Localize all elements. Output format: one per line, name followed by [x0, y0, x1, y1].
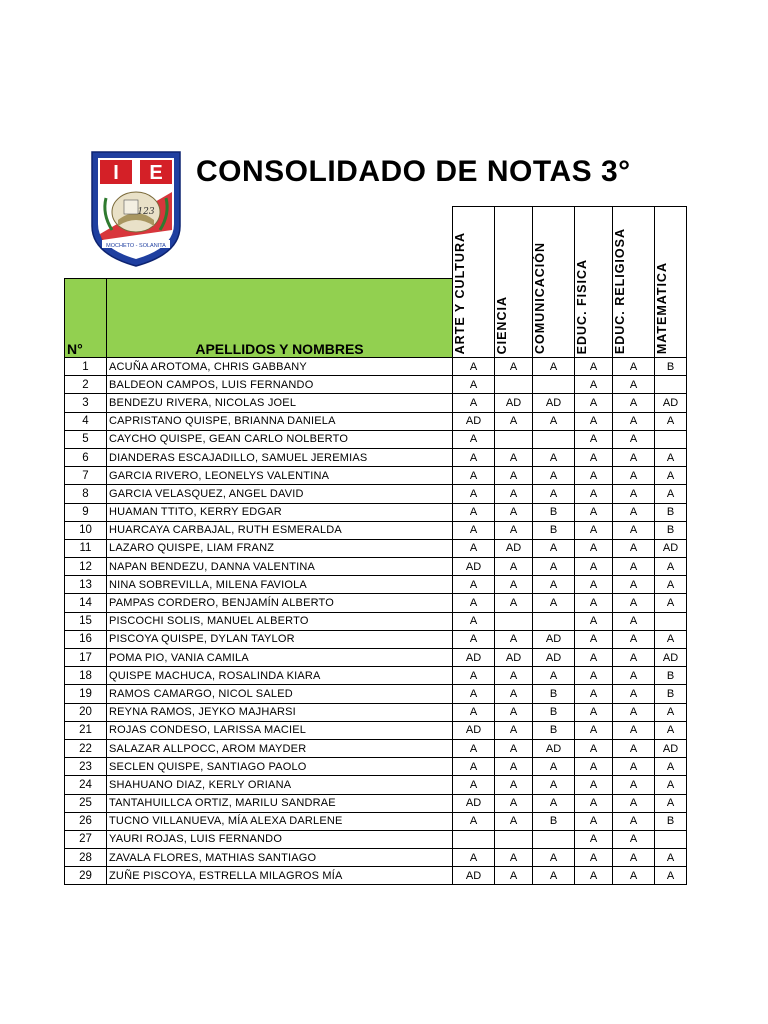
grade-cell: [533, 430, 575, 448]
student-name: GARCIA RIVERO, LEONELYS VALENTINA: [107, 467, 453, 485]
student-number: 28: [65, 849, 107, 867]
grade-cell: A: [613, 830, 655, 848]
table-row: [65, 612, 687, 630]
subject-header-educ-fisica: [575, 207, 613, 358]
grade-cell: A: [575, 558, 613, 576]
grade-cell: A: [613, 630, 655, 648]
grade-cell: A: [495, 412, 533, 430]
grade-cell: AD: [655, 539, 687, 557]
table-row: [65, 721, 687, 739]
grade-cell: A: [453, 630, 495, 648]
table-row: [65, 849, 687, 867]
grade-cell: A: [453, 448, 495, 466]
grade-cell: A: [533, 558, 575, 576]
grade-cell: A: [655, 630, 687, 648]
grade-cell: A: [453, 576, 495, 594]
grade-cell: A: [575, 430, 613, 448]
grade-cell: AD: [453, 412, 495, 430]
grade-cell: A: [575, 630, 613, 648]
student-name: PISCOYA QUISPE, DYLAN TAYLOR: [107, 630, 453, 648]
student-name: ZUÑE PISCOYA, ESTRELLA MILAGROS MÍA: [107, 867, 453, 885]
student-name: DIANDERAS ESCAJADILLO, SAMUEL JEREMIAS: [107, 448, 453, 466]
student-number: 26: [65, 812, 107, 830]
grade-cell: A: [533, 358, 575, 376]
grade-cell: A: [495, 558, 533, 576]
grade-cell: AD: [495, 539, 533, 557]
student-name: HUAMAN TTITO, KERRY EDGAR: [107, 503, 453, 521]
student-name: BENDEZU RIVERA, NICOLAS JOEL: [107, 394, 453, 412]
grade-cell: A: [613, 521, 655, 539]
grade-cell: A: [453, 394, 495, 412]
subject-label: EDUC. FISICA: [575, 258, 589, 354]
student-number: 8: [65, 485, 107, 503]
grade-cell: A: [453, 594, 495, 612]
grade-cell: [495, 376, 533, 394]
student-name: REYNA RAMOS, JEYKO MAJHARSI: [107, 703, 453, 721]
grade-cell: A: [453, 758, 495, 776]
grade-cell: AD: [453, 649, 495, 667]
grade-cell: A: [575, 412, 613, 430]
grade-cell: B: [655, 812, 687, 830]
student-name: SALAZAR ALLPOCC, AROM MAYDER: [107, 739, 453, 757]
grade-cell: B: [533, 703, 575, 721]
student-name: LAZARO QUISPE, LIAM FRANZ: [107, 539, 453, 557]
table-row: [65, 630, 687, 648]
grade-cell: A: [533, 467, 575, 485]
grade-cell: AD: [655, 394, 687, 412]
grade-cell: A: [613, 667, 655, 685]
student-number: 27: [65, 830, 107, 848]
grade-cell: [655, 430, 687, 448]
student-name: NAPAN BENDEZU, DANNA VALENTINA: [107, 558, 453, 576]
table-row: [65, 685, 687, 703]
grade-cell: A: [453, 739, 495, 757]
grade-cell: A: [453, 503, 495, 521]
grade-cell: AD: [453, 867, 495, 885]
grade-cell: A: [575, 685, 613, 703]
grade-cell: A: [495, 503, 533, 521]
grade-cell: B: [533, 685, 575, 703]
table-row: [65, 430, 687, 448]
grade-cell: [495, 430, 533, 448]
grade-cell: AD: [453, 558, 495, 576]
table-row: [65, 467, 687, 485]
grade-cell: B: [655, 358, 687, 376]
grade-cell: A: [495, 739, 533, 757]
header-row-subjects: [65, 207, 687, 279]
grade-cell: A: [613, 612, 655, 630]
student-number: 5: [65, 430, 107, 448]
grade-cell: A: [655, 448, 687, 466]
grade-cell: A: [495, 358, 533, 376]
grade-cell: A: [575, 721, 613, 739]
student-name: TUCNO VILLANUEVA, MÍA ALEXA DARLENE: [107, 812, 453, 830]
table-row: [65, 812, 687, 830]
subject-header-arte: [453, 207, 495, 358]
grade-cell: A: [495, 630, 533, 648]
student-number: 22: [65, 739, 107, 757]
table-row: [65, 412, 687, 430]
grade-cell: A: [575, 830, 613, 848]
grade-cell: A: [575, 394, 613, 412]
grade-cell: [655, 376, 687, 394]
student-number: 21: [65, 721, 107, 739]
student-number: 16: [65, 630, 107, 648]
logo-letter-i: I: [113, 162, 119, 184]
student-number: 13: [65, 576, 107, 594]
grade-cell: A: [613, 849, 655, 867]
student-name: RAMOS CAMARGO, NICOL SALED: [107, 685, 453, 703]
student-name: SHAHUANO DIAZ, KERLY ORIANA: [107, 776, 453, 794]
grade-cell: B: [655, 521, 687, 539]
grade-cell: A: [613, 758, 655, 776]
student-number: 25: [65, 794, 107, 812]
grade-cell: A: [533, 485, 575, 503]
grade-cell: A: [533, 776, 575, 794]
grade-cell: A: [575, 539, 613, 557]
grade-cell: A: [613, 739, 655, 757]
header-spacer: [65, 207, 453, 279]
grade-cell: A: [495, 685, 533, 703]
subject-header-educ-religiosa: [613, 207, 655, 358]
grade-cell: A: [495, 467, 533, 485]
grade-cell: B: [655, 503, 687, 521]
subject-label: ARTE Y CULTURA: [453, 231, 467, 354]
grade-cell: A: [533, 448, 575, 466]
grade-cell: A: [495, 576, 533, 594]
grade-cell: A: [613, 358, 655, 376]
logo-footer-text: MOCHETO - SOLANITA: [106, 243, 166, 249]
student-number: 15: [65, 612, 107, 630]
grade-cell: A: [575, 776, 613, 794]
student-name: ACUÑA AROTOMA, CHRIS GABBANY: [107, 358, 453, 376]
grade-cell: A: [655, 576, 687, 594]
grade-cell: A: [575, 448, 613, 466]
grade-cell: A: [613, 867, 655, 885]
student-name: NINA SOBREVILLA, MILENA FAVIOLA: [107, 576, 453, 594]
grade-cell: A: [495, 521, 533, 539]
grade-cell: A: [575, 521, 613, 539]
grade-cell: A: [613, 576, 655, 594]
table-row: [65, 776, 687, 794]
grade-cell: A: [533, 758, 575, 776]
subject-label: EDUC. RELIGIOSA: [613, 227, 627, 354]
table-row: [65, 758, 687, 776]
grade-cell: A: [495, 867, 533, 885]
grade-cell: A: [453, 703, 495, 721]
student-number: 4: [65, 412, 107, 430]
grade-cell: A: [453, 485, 495, 503]
subject-label: MATEMATICA: [655, 261, 669, 354]
grade-cell: A: [655, 703, 687, 721]
student-name: ROJAS CONDESO, LARISSA MACIEL: [107, 721, 453, 739]
student-name: SECLEN QUISPE, SANTIAGO PAOLO: [107, 758, 453, 776]
grade-cell: A: [613, 703, 655, 721]
grade-cell: B: [655, 667, 687, 685]
student-number: 6: [65, 448, 107, 466]
student-number: 12: [65, 558, 107, 576]
grade-cell: A: [575, 758, 613, 776]
grade-cell: A: [613, 812, 655, 830]
grade-cell: AD: [495, 394, 533, 412]
table-row: [65, 594, 687, 612]
grade-cell: AD: [453, 794, 495, 812]
grades-table: [64, 206, 687, 885]
table-row: [65, 867, 687, 885]
grade-cell: AD: [533, 649, 575, 667]
student-number: 7: [65, 467, 107, 485]
grade-cell: A: [655, 794, 687, 812]
table-row: [65, 358, 687, 376]
student-number: 19: [65, 685, 107, 703]
table-row: [65, 739, 687, 757]
student-name: YAURI ROJAS, LUIS FERNANDO: [107, 830, 453, 848]
student-name: BALDEON CAMPOS, LUIS FERNANDO: [107, 376, 453, 394]
grade-cell: A: [613, 503, 655, 521]
grade-cell: A: [495, 794, 533, 812]
grade-cell: A: [575, 667, 613, 685]
logo-motto: 123: [137, 207, 155, 217]
grade-cell: A: [655, 758, 687, 776]
grade-cell: A: [533, 412, 575, 430]
grade-cell: AD: [533, 739, 575, 757]
grade-cell: A: [613, 448, 655, 466]
grade-cell: A: [453, 539, 495, 557]
subject-header-matematica: [655, 207, 687, 358]
student-number: 20: [65, 703, 107, 721]
grade-cell: A: [575, 812, 613, 830]
grade-cell: A: [655, 776, 687, 794]
grade-cell: A: [613, 558, 655, 576]
table-row: [65, 558, 687, 576]
student-number: 29: [65, 867, 107, 885]
table-row: [65, 376, 687, 394]
grade-cell: [495, 612, 533, 630]
grade-cell: A: [453, 430, 495, 448]
grade-cell: A: [613, 467, 655, 485]
grade-cell: A: [613, 721, 655, 739]
grade-cell: A: [495, 703, 533, 721]
grade-cell: AD: [533, 630, 575, 648]
student-name: POMA PIO, VANIA CAMILA: [107, 649, 453, 667]
grade-cell: [655, 612, 687, 630]
student-name: PISCOCHI SOLIS, MANUEL ALBERTO: [107, 612, 453, 630]
student-number: 14: [65, 594, 107, 612]
grade-cell: A: [655, 867, 687, 885]
grade-cell: AD: [655, 739, 687, 757]
grade-cell: A: [453, 467, 495, 485]
grade-cell: A: [655, 485, 687, 503]
student-number: 3: [65, 394, 107, 412]
grade-cell: A: [533, 539, 575, 557]
student-name: HUARCAYA CARBAJAL, RUTH ESMERALDA: [107, 521, 453, 539]
grade-cell: AD: [453, 721, 495, 739]
grade-cell: A: [495, 849, 533, 867]
grade-cell: A: [575, 867, 613, 885]
grade-cell: B: [533, 812, 575, 830]
student-number: 23: [65, 758, 107, 776]
grade-cell: A: [613, 485, 655, 503]
grade-cell: A: [495, 721, 533, 739]
grade-cell: A: [655, 849, 687, 867]
table-row: [65, 448, 687, 466]
student-name: QUISPE MACHUCA, ROSALINDA KIARA: [107, 667, 453, 685]
table-row: [65, 539, 687, 557]
grade-cell: A: [453, 667, 495, 685]
header-student-name: APELLIDOS Y NOMBRES: [107, 279, 453, 358]
grade-cell: A: [575, 849, 613, 867]
grade-cell: AD: [533, 394, 575, 412]
grade-cell: AD: [655, 649, 687, 667]
student-number: 2: [65, 376, 107, 394]
grade-cell: [453, 830, 495, 848]
grade-cell: A: [575, 739, 613, 757]
grade-cell: A: [495, 485, 533, 503]
grade-cell: A: [575, 703, 613, 721]
grade-cell: A: [575, 376, 613, 394]
grade-cell: A: [495, 758, 533, 776]
grade-cell: A: [495, 448, 533, 466]
grade-cell: A: [575, 649, 613, 667]
grade-cell: A: [613, 539, 655, 557]
grade-cell: A: [453, 812, 495, 830]
student-rows: [65, 358, 687, 885]
grade-cell: A: [453, 685, 495, 703]
grade-cell: [533, 376, 575, 394]
subject-header-ciencia: [495, 207, 533, 358]
grade-cell: [533, 612, 575, 630]
grade-cell: [533, 830, 575, 848]
grade-cell: A: [613, 376, 655, 394]
table-row: [65, 521, 687, 539]
page-title: CONSOLIDADO DE NOTAS 3°: [196, 155, 631, 188]
grade-cell: B: [533, 521, 575, 539]
grade-cell: A: [533, 667, 575, 685]
grade-cell: A: [533, 867, 575, 885]
student-name: TANTAHUILLCA ORTIZ, MARILU SANDRAE: [107, 794, 453, 812]
student-number: 11: [65, 539, 107, 557]
grade-cell: A: [655, 467, 687, 485]
grade-cell: A: [453, 376, 495, 394]
grade-cell: [655, 830, 687, 848]
grade-cell: A: [613, 776, 655, 794]
student-name: GARCIA VELASQUEZ, ANGEL DAVID: [107, 485, 453, 503]
table-row: [65, 703, 687, 721]
student-number: 1: [65, 358, 107, 376]
grade-cell: B: [533, 503, 575, 521]
student-number: 10: [65, 521, 107, 539]
student-number: 18: [65, 667, 107, 685]
subject-label: COMUNICACIÓN: [533, 242, 547, 354]
grade-cell: A: [495, 667, 533, 685]
grade-cell: A: [533, 794, 575, 812]
grade-cell: A: [453, 849, 495, 867]
table-row: [65, 503, 687, 521]
grade-cell: A: [453, 521, 495, 539]
grade-cell: A: [495, 776, 533, 794]
grade-cell: [495, 830, 533, 848]
header-number: N°: [65, 279, 107, 358]
grade-cell: B: [655, 685, 687, 703]
grade-cell: A: [533, 594, 575, 612]
grade-cell: A: [613, 649, 655, 667]
grade-cell: A: [453, 358, 495, 376]
table-row: [65, 485, 687, 503]
grade-cell: A: [613, 685, 655, 703]
grade-cell: A: [575, 503, 613, 521]
logo-letter-e: E: [149, 162, 163, 184]
grade-cell: A: [655, 721, 687, 739]
grade-cell: A: [453, 776, 495, 794]
grade-cell: B: [533, 721, 575, 739]
grade-cell: A: [575, 485, 613, 503]
grade-cell: A: [533, 576, 575, 594]
student-name: ZAVALA FLORES, MATHIAS SANTIAGO: [107, 849, 453, 867]
subject-label: CIENCIA: [495, 295, 509, 354]
student-name: PAMPAS CORDERO, BENJAMÍN ALBERTO: [107, 594, 453, 612]
grade-cell: A: [495, 594, 533, 612]
student-number: 9: [65, 503, 107, 521]
grade-cell: AD: [495, 649, 533, 667]
student-name: CAYCHO QUISPE, GEAN CARLO NOLBERTO: [107, 430, 453, 448]
table-row: [65, 830, 687, 848]
grade-cell: A: [533, 849, 575, 867]
grade-cell: A: [575, 794, 613, 812]
grade-cell: A: [575, 576, 613, 594]
grade-cell: A: [575, 358, 613, 376]
table-row: [65, 667, 687, 685]
grade-cell: A: [575, 467, 613, 485]
grade-cell: A: [613, 412, 655, 430]
student-number: 24: [65, 776, 107, 794]
grade-cell: A: [495, 812, 533, 830]
table-row: [65, 576, 687, 594]
grade-cell: A: [613, 794, 655, 812]
grade-cell: A: [613, 394, 655, 412]
student-name: CAPRISTANO QUISPE, BRIANNA DANIELA: [107, 412, 453, 430]
grade-cell: A: [655, 412, 687, 430]
table-row: [65, 649, 687, 667]
subject-header-comunicacion: [533, 207, 575, 358]
grade-cell: A: [575, 612, 613, 630]
table-row: [65, 794, 687, 812]
grade-cell: A: [613, 594, 655, 612]
grade-cell: A: [613, 430, 655, 448]
student-number: 17: [65, 649, 107, 667]
grade-cell: A: [575, 594, 613, 612]
grade-cell: A: [655, 558, 687, 576]
grade-cell: A: [655, 594, 687, 612]
grade-cell: A: [453, 612, 495, 630]
table-row: [65, 394, 687, 412]
